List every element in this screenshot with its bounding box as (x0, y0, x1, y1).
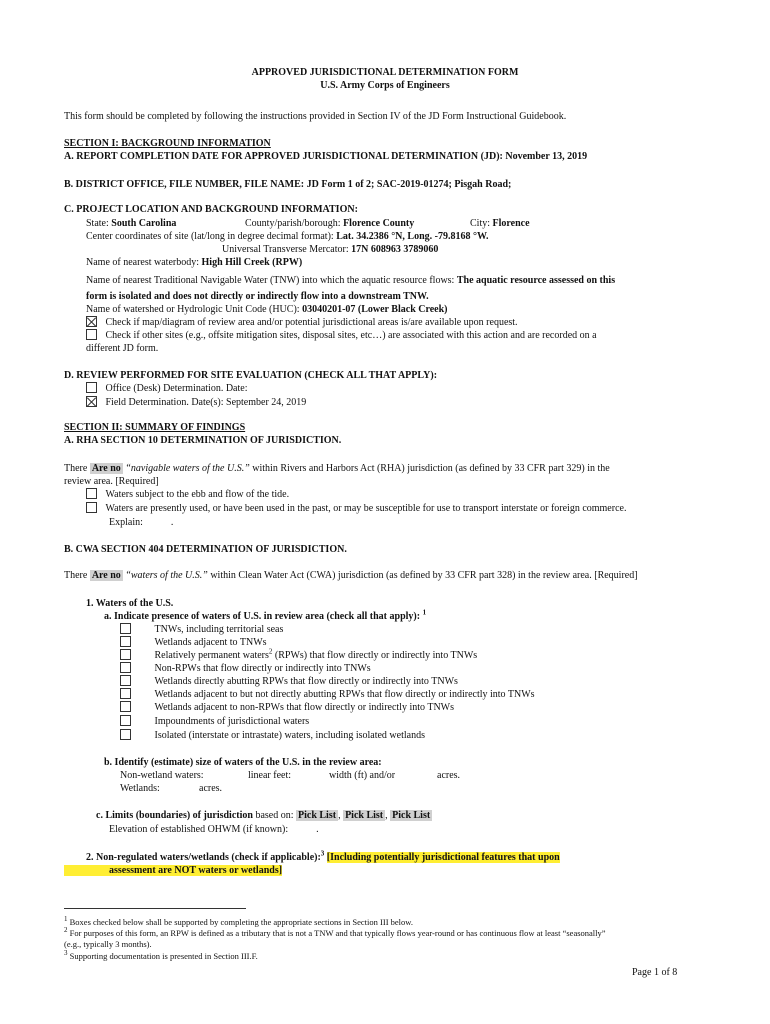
water-type-checkbox[interactable] (120, 623, 131, 634)
water-type-row: Relatively permanent waters$^2$ (RPWs) that flow directly or indirectly into TNWs (120, 649, 477, 662)
water-type-row: TNWs, including territorial seas (120, 623, 283, 636)
footnote-divider (64, 908, 246, 909)
other-sites-row-2: different JD form. (86, 343, 159, 354)
review-performed-heading: D. REVIEW PERFORMED FOR SITE EVALUATION (CHECK ALL THAT APPLY): (64, 370, 438, 381)
water-type-checkbox[interactable] (120, 715, 131, 726)
nonregulated-line: 2. Non-regulated waters/wetlands (check if applicable):$^3$ [Including potentially jurisdictional features that upon (86, 849, 560, 863)
district-office-line: B. DISTRICT OFFICE, FILE NUMBER, FILE NAME: JD Form 1 of 2; SAC-2019-01274; Pisgah Road; (64, 179, 512, 190)
county-line: County/parish/borough: Florence County (245, 218, 415, 229)
waters-heading: 1. Waters of the U.S. (86, 598, 174, 609)
form-title: APPROVED JURISDICTIONAL DETERMINATION FORM (251, 67, 519, 78)
rha-statement-2: review area. [Required] (64, 476, 159, 487)
agency-name: U.S. Army Corps of Engineers (320, 80, 450, 91)
map-check-row: Check if map/diagram of review area and/or potential jurisdictional areas is/are available upon request. (86, 316, 518, 329)
limits-line: c. Limits (boundaries) of jurisdiction based on: Pick List , Pick List , Pick List (96, 810, 431, 821)
water-type-checkbox[interactable] (120, 636, 131, 647)
footnote-2: $^2$ For purposes of this form, an RPW is defined as a tributary that is not a TNW and that typically flows year-round or has continuous flow at least “seasonally” (64, 926, 606, 938)
field-determination-row: Field Determination. Date(s): September 24, 2019 (86, 396, 306, 409)
water-type-row: Wetlands directly abutting RPWs that flow directly or indirectly into TNWs (120, 675, 458, 688)
section2-heading: SECTION II: SUMMARY OF FINDINGS (64, 422, 246, 433)
width-label: width (ft) and/or (329, 770, 396, 781)
other-sites-row: Check if other sites (e.g., offsite mitigation sites, disposal sites, etc…) are associated with this action and are recorded on a (86, 329, 597, 342)
footnote-3: $^3$ Supporting documentation is presented in Section III.F. (64, 949, 258, 961)
tnw-line-2: form is isolated and does not directly or indirectly flow into a downstream TNW. (86, 291, 429, 302)
office-determination-row: Office (Desk) Determination. Date: (86, 382, 247, 395)
cwa-heading: B. CWA SECTION 404 DETERMINATION OF JURISDICTION. (64, 544, 347, 555)
water-type-checkbox[interactable] (120, 701, 131, 712)
page-number: Page 1 of 8 (632, 967, 678, 978)
nonregulated-line-2: assessment are NOT waters or wetlands] (64, 864, 282, 877)
water-type-checkbox[interactable] (120, 729, 131, 740)
ebb-checkbox[interactable] (86, 488, 97, 499)
report-date-line: A. REPORT COMPLETION DATE FOR APPROVED JURISDICTIONAL DETERMINATION (JD): November 13, 2019 (64, 151, 588, 162)
huc-line: Name of watershed or Hydrologic Unit Code (HUC): 03040201-07 (Lower Black Creek) (86, 304, 448, 315)
cwa-picklist[interactable]: Are no (91, 570, 121, 581)
limits-picklist-1[interactable]: Pick List (298, 810, 337, 821)
limits-picklist-3[interactable]: Pick List (392, 810, 431, 821)
identify-size: b. Identify (estimate) size of waters of the U.S. in the review area: (104, 757, 382, 768)
nonwetland-label: Non-wetland waters: (120, 770, 204, 781)
tnw-line: Name of nearest Traditional Navigable Water (TNW) into which the aquatic resource flows: The aquatic resource assessed on this (86, 275, 616, 286)
other-sites-checkbox[interactable] (86, 329, 97, 340)
water-type-checkbox[interactable] (120, 662, 131, 673)
waterbody-line: Name of nearest waterbody: High Hill Creek (RPW) (86, 257, 303, 268)
ohwm-line: Elevation of established OHWM (if known): . (109, 824, 319, 835)
water-type-row: Wetlands adjacent to TNWs (120, 636, 267, 649)
explain-line: Explain: . (109, 517, 174, 528)
water-type-row: Wetlands adjacent to non-RPWs that flow directly or indirectly into TNWs (120, 701, 454, 714)
project-location-heading: C. PROJECT LOCATION AND BACKGROUND INFORMATION: (64, 204, 358, 215)
water-type-checkbox[interactable] (120, 675, 131, 686)
footnote-1: $^1$ Boxes checked below shall be supported by completing the appropriate sections in Section III below. (64, 915, 413, 927)
rha-heading: A. RHA SECTION 10 DETERMINATION OF JURISDICTION. (64, 435, 342, 446)
water-type-row: Non-RPWs that flow directly or indirectly into TNWs (120, 662, 371, 675)
indicate-presence: a. Indicate presence of waters of U.S. in review area (check all that apply): $^1$ (104, 608, 427, 622)
commerce-row: Waters are presently used, or have been used in the past, or may be susceptible for use to transport interstate or foreign commerce. (86, 502, 626, 515)
wetlands-acres-label: acres. (199, 783, 223, 794)
linear-feet-label: linear feet: (248, 770, 292, 781)
cwa-statement: There Are no “waters of the U.S.” within Clean Water Act (CWA) jurisdiction (as defined by 33 CFR part 328) in the review area. [Required] (64, 570, 638, 581)
intro-text: This form should be completed by following the instructions provided in Section IV of the JD Form Instructional Guidebook. (64, 111, 567, 122)
state-line: State: South Carolina (86, 218, 177, 229)
water-type-checkbox[interactable] (120, 688, 131, 699)
ebb-row: Waters subject to the ebb and flow of the tide. (86, 488, 289, 501)
commerce-checkbox[interactable] (86, 502, 97, 513)
rha-picklist[interactable]: Are no (91, 463, 121, 474)
coordinates-line: Center coordinates of site (lat/long in degree decimal format): Lat. 34.2386 °N, Long. -79.8168 °W. (86, 231, 489, 242)
city-line: City: Florence (470, 218, 530, 229)
water-type-row: Impoundments of jurisdictional waters (120, 715, 309, 728)
rha-statement: There Are no “navigable waters of the U.S.” within Rivers and Harbors Act (RHA) jurisdiction (as defined by 33 CFR part 329) in the (64, 463, 610, 474)
water-type-row: Wetlands adjacent to but not directly abutting RPWs that flow directly or indirectly into TNWs (120, 688, 535, 701)
field-determination-checkbox[interactable] (86, 396, 97, 407)
acres-label: acres. (437, 770, 461, 781)
office-determination-checkbox[interactable] (86, 382, 97, 393)
water-type-row: Isolated (interstate or intrastate) waters, including isolated wetlands (120, 729, 425, 742)
utm-line: Universal Transverse Mercator: 17N 608963 3789060 (222, 244, 439, 255)
wetlands-label: Wetlands: (120, 783, 160, 794)
footnote-2-cont: (e.g., typically 3 months). (64, 939, 152, 949)
limits-picklist-2[interactable]: Pick List (345, 810, 384, 821)
water-type-checkbox[interactable] (120, 649, 131, 660)
section1-heading: SECTION I: BACKGROUND INFORMATION (64, 138, 271, 149)
map-checkbox[interactable] (86, 316, 97, 327)
